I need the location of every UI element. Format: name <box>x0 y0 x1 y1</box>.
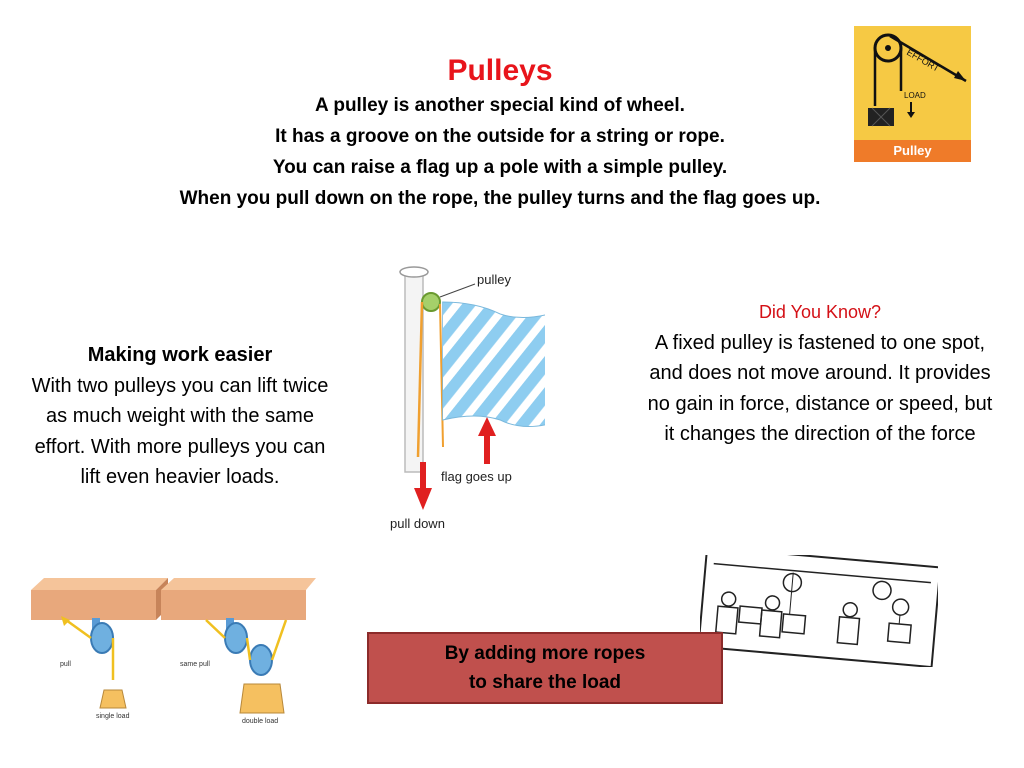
pull-label: pull <box>60 661 71 668</box>
did-you-know-heading: Did You Know? <box>758 302 882 322</box>
workers-pulley-cartoon <box>700 555 938 667</box>
pull-down-label: pull down <box>390 516 445 531</box>
same-pull-label: same pull <box>180 661 210 668</box>
pull-down-arrow <box>414 488 432 510</box>
pulley-label: pulley <box>477 272 511 287</box>
pulley-badge-image <box>854 26 971 162</box>
load-label: LOAD <box>904 91 926 100</box>
badge-caption: Pulley <box>854 140 971 162</box>
double-load-label: double load <box>242 718 279 725</box>
effort-label: EFFORT <box>905 47 942 74</box>
intro-line: When you pull down on the rope, the pulley turns and the flag goes up. <box>179 188 821 209</box>
single-load-label: single load <box>96 713 130 720</box>
intro-line: A pulley is another special kind of wheel. <box>315 95 685 116</box>
banner-line-1: By adding more ropes <box>444 643 646 664</box>
single-double-pulley-figure <box>26 568 316 728</box>
did-you-know-body: A fixed pulley is fastened to one spot, and does not move around. It provides no gain in force, distance or speed, but it changes the direction of the force <box>647 331 993 445</box>
flag <box>443 302 545 427</box>
title-block <box>60 52 940 214</box>
banner-line-2: to share the load <box>468 672 622 693</box>
page-title: Pulleys <box>447 54 553 87</box>
share-load-banner <box>367 632 723 704</box>
intro-line: You can raise a flag up a pole with a simple pulley. <box>272 157 728 178</box>
flag-goes-up-label: flag goes up <box>441 469 512 484</box>
pulley-wheel <box>422 293 440 311</box>
making-work-easier-box <box>30 340 330 493</box>
flag-pulley-figure <box>385 262 545 537</box>
did-you-know-box <box>640 297 1000 450</box>
left-body: With two pulleys you can lift twice as much weight with the same effort. With more pulleys you can lift even heavier loads. <box>31 374 329 488</box>
pulley-diagram-icon <box>854 26 971 140</box>
intro-line: It has a groove on the outside for a string or rope. <box>275 126 725 147</box>
flag-up-arrow <box>478 417 496 436</box>
left-heading: Making work easier <box>87 344 273 366</box>
